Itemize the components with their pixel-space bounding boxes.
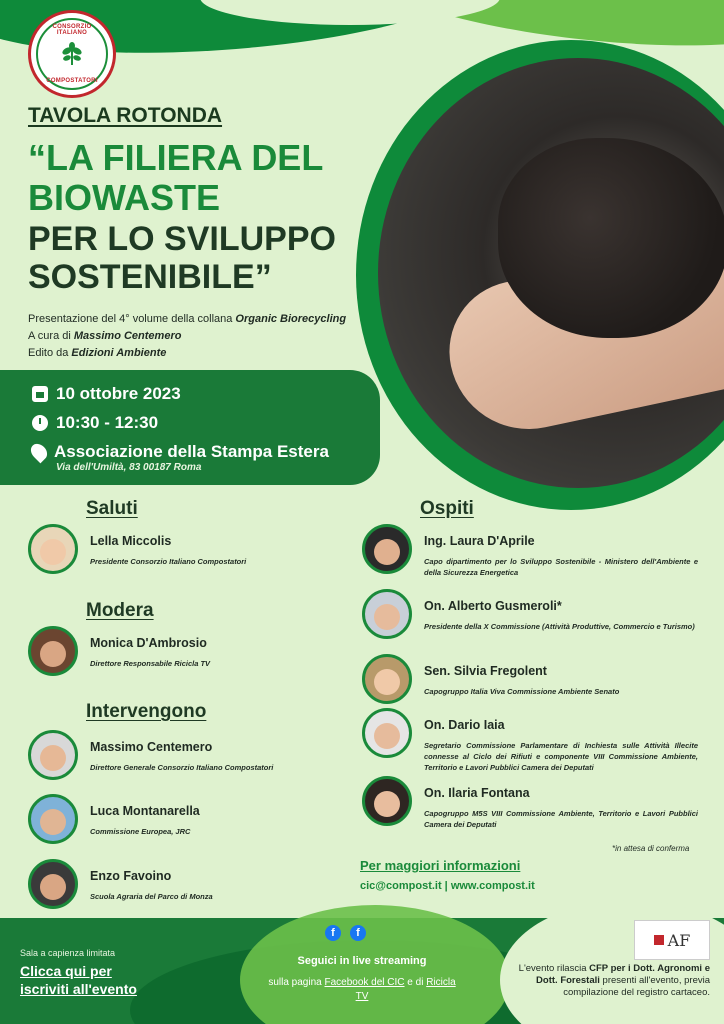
guest-role: Segretario Commissione Parlamentare di Inchiesta sulle Attività Illecite connesse al Ciclo dei Rifiuti e componente VIII Commissione Ambiente, Territorio e Lavori Pubblici Camera dei Deputati bbox=[424, 741, 698, 772]
cic-logo bbox=[28, 10, 116, 98]
facebook-icon[interactable]: f bbox=[325, 925, 341, 941]
speaker-role: Presidente Consorzio Italiano Compostatori bbox=[90, 557, 247, 566]
agronomi-forestali-badge bbox=[634, 920, 710, 960]
speaker-name: Massimo Centemero bbox=[90, 740, 213, 754]
ricicla-tv-link[interactable]: Ricicla TV bbox=[355, 977, 456, 1002]
event-kicker: TAVOLA ROTONDA bbox=[28, 104, 223, 127]
book-info: Presentazione del 4° volume della collana Organic Biorecycling A cura di Massimo Centemero Edito da Edizioni Ambiente bbox=[28, 313, 347, 359]
avatar bbox=[362, 524, 412, 574]
streaming-title: Seguici in live streaming bbox=[297, 955, 427, 967]
guest-card bbox=[362, 654, 698, 704]
event-details-box bbox=[0, 370, 380, 485]
avatar bbox=[362, 708, 412, 758]
speaker-role: Scuola Agraria del Parco di Monza bbox=[90, 892, 213, 901]
capacity-note: Sala a capienza limitata bbox=[20, 948, 116, 958]
event-title-green: “LA FILIERA DEL BIOWASTE bbox=[28, 137, 324, 218]
event-address: Via dell'Umiltà, 83 00187 Roma bbox=[56, 462, 202, 473]
cfp-info: L'evento rilascia CFP per i Dott. Agronomi e Dott. Forestali presenti all'evento, previa compilazione del registro cartaceo. bbox=[518, 963, 710, 998]
speaker-role: Direttore Responsabile Ricicla TV bbox=[90, 659, 211, 668]
speaker-name: Luca Montanarella bbox=[90, 804, 200, 818]
event-venue: Associazione della Stampa Estera bbox=[32, 442, 329, 462]
section-ospiti: Ospiti bbox=[420, 498, 474, 519]
logo-text-bottom: COMPOSTATORI bbox=[46, 78, 98, 84]
speaker-role: Direttore Generale Consorzio Italiano Compostatori bbox=[90, 763, 274, 772]
leaf-icon bbox=[57, 39, 87, 69]
guest-name: On. Alberto Gusmeroli* bbox=[424, 599, 562, 613]
speaker-card bbox=[28, 794, 348, 844]
logo-text-top: CONSORZIO ITALIANO bbox=[52, 24, 92, 36]
avatar bbox=[28, 524, 78, 574]
clock-icon bbox=[32, 415, 48, 431]
event-time: 10:30 - 12:30 bbox=[32, 413, 158, 433]
speaker-name: Lella Miccolis bbox=[90, 534, 172, 548]
avatar bbox=[28, 730, 78, 780]
speaker-name: Enzo Favoino bbox=[90, 869, 172, 883]
guest-role: Capogruppo Italia Viva Commissione Ambiente Senato bbox=[424, 687, 620, 696]
speaker-card bbox=[28, 524, 338, 574]
register-link[interactable]: Clicca qui per iscriviti all'evento bbox=[20, 963, 137, 997]
badge-emblem-icon bbox=[654, 935, 664, 945]
avatar bbox=[28, 626, 78, 676]
avatar bbox=[28, 794, 78, 844]
location-pin-icon bbox=[28, 441, 51, 464]
event-title-dark: PER LO SVILUPPO SOSTENIBILE” bbox=[28, 220, 336, 296]
guest-role: Capo dipartimento per lo Sviluppo Sostenibile - Ministero dell'Ambiente e della Sicurezza Energetica bbox=[424, 557, 698, 577]
speaker-card bbox=[28, 626, 338, 676]
speaker-card bbox=[28, 859, 348, 909]
calendar-icon bbox=[32, 386, 48, 402]
speaker-role: Commissione Europea, JRC bbox=[90, 827, 191, 836]
contact-links[interactable]: cic@compost.it | www.compost.it bbox=[360, 880, 535, 892]
avatar bbox=[28, 859, 78, 909]
avatar bbox=[362, 589, 412, 639]
section-modera: Modera bbox=[86, 600, 154, 621]
guest-name: Ing. Laura D'Aprile bbox=[424, 534, 535, 548]
avatar bbox=[362, 654, 412, 704]
streaming-info: sulla pagina Facebook del CIC e di Ricicla TV bbox=[268, 977, 456, 1002]
guest-card bbox=[362, 524, 698, 578]
guest-card bbox=[362, 776, 698, 830]
speaker-name: Monica D'Ambrosio bbox=[90, 636, 207, 650]
speaker-card bbox=[28, 730, 348, 780]
avatar bbox=[362, 776, 412, 826]
confirmation-note: *in attesa di conferma bbox=[612, 844, 690, 853]
guest-card bbox=[362, 708, 698, 773]
guest-role: Presidente della X Commissione (Attività Produttive, Commercio e Turismo) bbox=[424, 622, 695, 631]
section-intervengono: Intervengono bbox=[86, 701, 207, 722]
guest-role: Capogruppo M5S VIII Commissione Ambiente, Territorio e Lavori Pubblici Camera dei Deputati bbox=[424, 809, 698, 829]
facebook-icon[interactable]: f bbox=[350, 925, 366, 941]
guest-name: On. Dario Iaia bbox=[424, 718, 505, 732]
badge-logo-text: AF bbox=[667, 930, 691, 950]
guest-card bbox=[362, 589, 698, 639]
event-date: 10 ottobre 2023 bbox=[32, 384, 181, 404]
section-saluti: Saluti bbox=[86, 498, 138, 519]
guest-name: On. Ilaria Fontana bbox=[424, 786, 530, 800]
guest-name: Sen. Silvia Fregolent bbox=[424, 664, 547, 678]
facebook-cic-link[interactable]: Facebook del CIC bbox=[324, 977, 405, 988]
more-info-link[interactable]: Per maggiori informazioni bbox=[360, 858, 521, 873]
